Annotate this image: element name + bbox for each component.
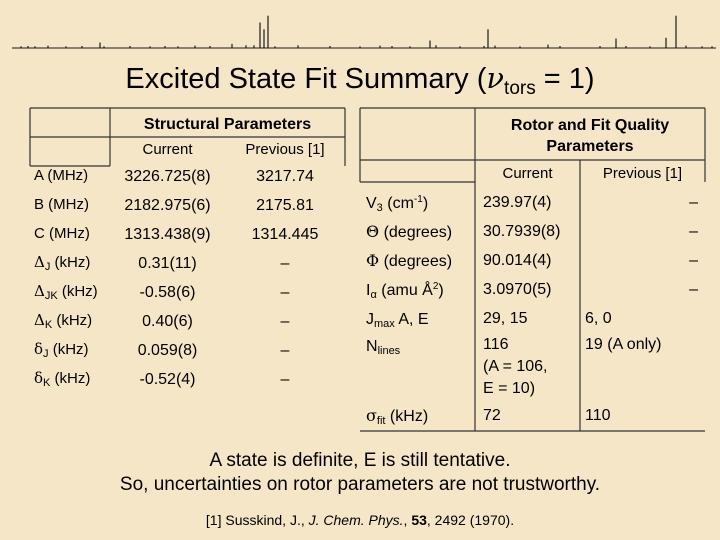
reference — [0, 512, 720, 528]
structural-current-value: -0.58(6) — [139, 284, 196, 301]
rotor-label-part: (amu Å — [376, 282, 433, 299]
note-line-2: So, uncertainties on rotor parameters are not trustworthy. — [119, 474, 601, 495]
title-prefix: Excited State Fit Summary ( — [125, 63, 487, 95]
structural-previous-value: 2175.81 — [256, 197, 314, 214]
rotor-label-part: A, E — [394, 311, 429, 328]
rotor-label-part: J — [366, 311, 374, 328]
structural-row-label — [34, 311, 92, 331]
rotor-label-part: (cm — [382, 195, 414, 212]
nlines-sub: lines — [377, 345, 401, 357]
sigma-previous: 110 — [585, 407, 611, 424]
structural-row-label — [34, 282, 98, 302]
rotor-label-part: α — [370, 289, 377, 301]
structural-row-label — [34, 224, 90, 244]
slide-title — [0, 60, 720, 107]
sigma-label — [366, 406, 428, 427]
title-suffix: = 1) — [535, 63, 595, 95]
rotor-col-previous: Previous [1] — [602, 165, 683, 182]
structural-previous-value: – — [280, 284, 290, 301]
structural-label-part: Δ — [34, 311, 45, 329]
rotor-label-part: Θ — [366, 222, 380, 241]
structural-label-part: C (MHz) — [34, 225, 90, 242]
sigma-current: 72 — [483, 407, 501, 424]
rotor-row-label — [366, 309, 429, 330]
rotor-label-part: (degrees) — [379, 224, 453, 241]
rotor-label-part: (degrees) — [379, 253, 453, 270]
rotor-current-value: 3.0970(5) — [483, 281, 552, 298]
rotor-row-label — [366, 193, 428, 214]
rotor-row-label — [366, 251, 452, 272]
rotor-row-label — [366, 280, 444, 301]
rotor-row-label — [366, 222, 452, 243]
rotor-previous-value: – — [689, 223, 698, 240]
nlines-main: N — [366, 338, 378, 355]
structural-row-label — [34, 195, 89, 215]
structural-current-value: 0.059(8) — [137, 342, 198, 359]
rotor-label-part: -1 — [413, 194, 423, 205]
structural-current-value: 2182.975(6) — [124, 197, 211, 214]
structural-previous-value: – — [280, 371, 290, 388]
structural-label-part: K — [44, 319, 53, 331]
reference-authors: [1] Susskind, J., — [205, 512, 309, 528]
rotor-current-value: 30.7939(8) — [483, 223, 561, 240]
rotor-label-part: V — [366, 195, 377, 212]
structural-label-part: K — [43, 377, 51, 389]
reference-journal: J. Chem. Phys. — [308, 512, 404, 528]
structural-current-value: 0.31(11) — [138, 255, 197, 272]
structural-label-part: δ — [34, 369, 44, 387]
reference-pages: , 2492 (1970). — [426, 512, 515, 528]
structural-row-label — [34, 253, 90, 273]
structural-previous-value: – — [280, 255, 290, 272]
rotor-previous-value: – — [689, 281, 698, 298]
structural-label-part: J — [43, 348, 49, 360]
structural-previous-value: 1314.445 — [251, 226, 319, 243]
structural-current-value: -0.52(4) — [139, 371, 196, 388]
note-line-1: A state is definite, E is still tentative. — [209, 450, 511, 471]
structural-col-previous: Previous [1] — [245, 141, 325, 158]
sigma-symbol: σ — [366, 406, 377, 425]
structural-label-part: (kHz) — [50, 370, 91, 387]
nlines-previous: 19 (A only) — [585, 336, 662, 353]
sigma-tail: (kHz) — [385, 408, 429, 425]
reference-sep: , — [403, 512, 412, 528]
rotor-label-part: ) — [422, 195, 429, 212]
structural-label-part: (kHz) — [57, 283, 98, 300]
structural-current-value: 0.40(6) — [142, 313, 193, 330]
structural-label-part: B (MHz) — [34, 196, 89, 213]
structural-col-current: Current — [142, 141, 193, 158]
spectrum-decoration — [0, 0, 720, 55]
nlines-current-line: E = 10) — [483, 380, 536, 397]
rotor-current-value: 239.97(4) — [483, 194, 552, 211]
nlines-current — [483, 334, 548, 400]
structural-label-part: Δ — [34, 282, 45, 300]
rotor-label-part: 2 — [432, 281, 439, 292]
rotor-label-part: I — [366, 282, 371, 299]
structural-current-value: 1313.438(9) — [124, 226, 211, 243]
structural-previous-value: 3217.74 — [256, 168, 314, 185]
structural-row-label — [34, 369, 90, 389]
rotor-label-part: max — [374, 318, 395, 330]
rotor-label-part: Φ — [366, 251, 380, 270]
structural-current-value: 3226.725(8) — [124, 168, 211, 185]
rotor-col-current: Current — [502, 165, 553, 182]
structural-previous-value: – — [280, 342, 290, 359]
structural-label-part: A (MHz) — [34, 167, 89, 184]
nlines-label — [366, 338, 400, 357]
rotor-label-part: 3 — [376, 202, 383, 214]
rotor-current-value: 29, 15 — [483, 310, 528, 327]
structural-previous-value: – — [280, 313, 290, 330]
structural-label-part: (kHz) — [52, 312, 93, 329]
rotor-label-part: ) — [438, 282, 444, 299]
structural-row-label — [34, 166, 88, 186]
reference-volume: 53 — [411, 512, 427, 528]
nlines-current-line: (A = 106, — [483, 358, 548, 375]
rotor-current-value: 90.014(4) — [483, 252, 552, 269]
rotor-previous-value: – — [689, 252, 698, 269]
structural-row-label — [34, 340, 89, 360]
nlines-current-line: 116 — [483, 336, 509, 353]
title-subscript: tors — [504, 78, 536, 99]
structural-label-part: (kHz) — [50, 254, 91, 271]
structural-label-part: (kHz) — [48, 341, 89, 358]
structural-label-part: JK — [44, 290, 58, 302]
rotor-previous-value: – — [689, 194, 698, 211]
structural-label-part: Δ — [34, 253, 45, 271]
structural-label-part: J — [44, 261, 51, 273]
sigma-sub: fit — [376, 415, 386, 427]
rotor-previous-value: 6, 0 — [585, 310, 612, 327]
title-nu-symbol: ν — [486, 61, 505, 95]
structural-heading: Structural Parameters — [143, 116, 312, 133]
rotor-heading: Rotor and Fit Quality Parameters — [510, 117, 670, 155]
structural-label-part: δ — [34, 340, 44, 358]
